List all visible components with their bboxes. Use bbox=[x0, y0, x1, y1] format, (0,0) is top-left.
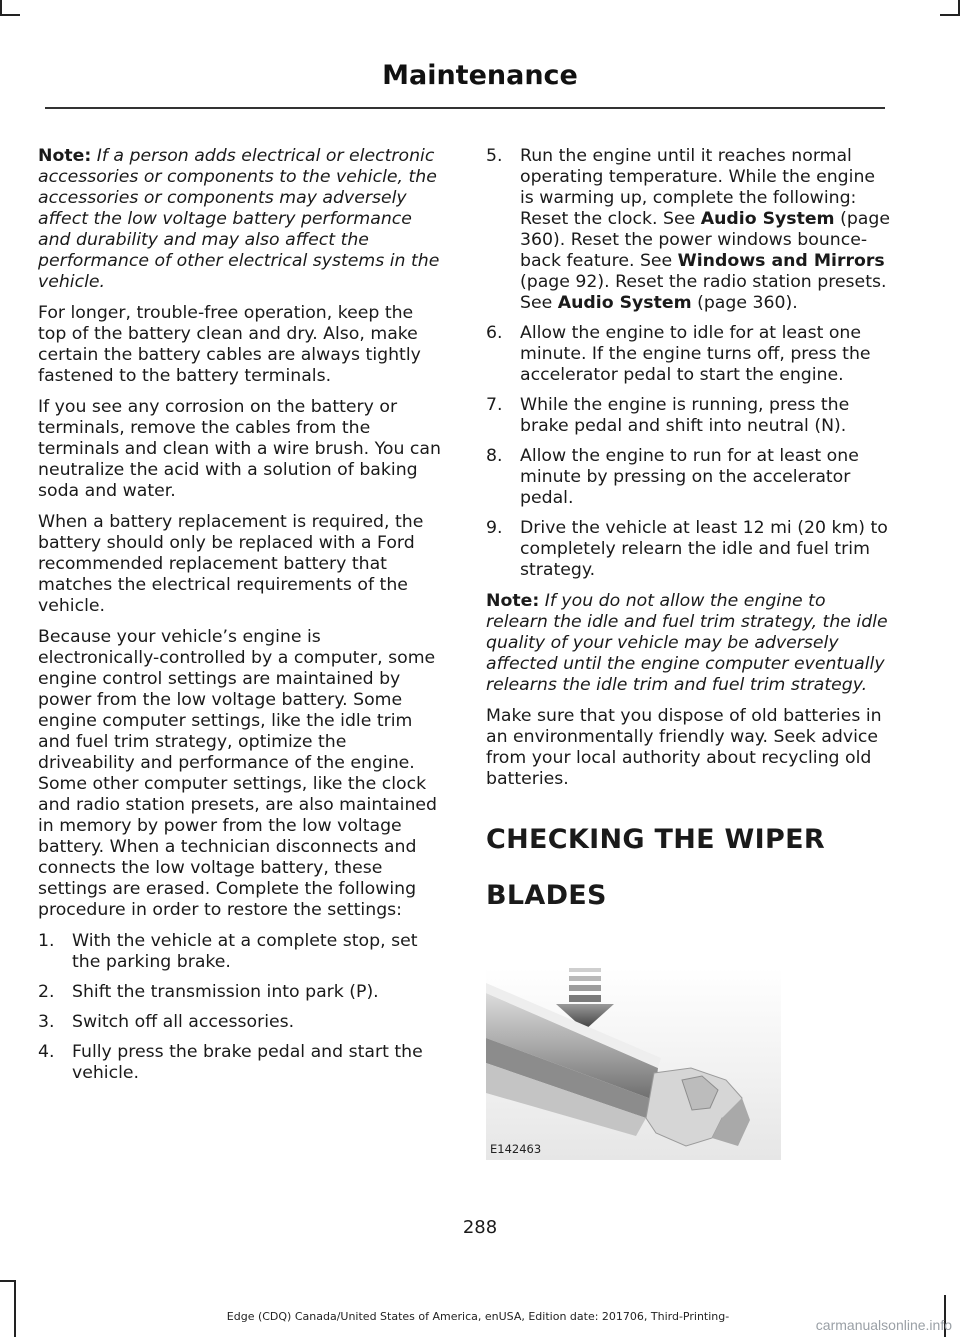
crop-mark bbox=[0, 1280, 14, 1282]
step-number: 5. bbox=[486, 146, 503, 166]
step-number: 9. bbox=[486, 518, 503, 538]
page-number: 288 bbox=[462, 1217, 498, 1238]
note-paragraph bbox=[486, 591, 890, 696]
procedure-list bbox=[38, 931, 442, 1084]
body-paragraph: Make sure that you dispose of old batteries in an environmentally friendly way. Seek advice from your local authority about recycling old batteries. bbox=[486, 706, 882, 789]
list-item bbox=[486, 395, 890, 437]
step-text: With the vehicle at a complete stop, set the parking brake. bbox=[72, 931, 418, 972]
list-item bbox=[38, 1012, 442, 1033]
page-title: Maintenance bbox=[382, 60, 578, 91]
wiper-blade-icon bbox=[486, 968, 781, 1160]
header-rule bbox=[45, 107, 885, 109]
crop-mark bbox=[0, 0, 2, 14]
note-label: Note: bbox=[38, 146, 92, 166]
list-item bbox=[486, 146, 890, 314]
list-item bbox=[38, 982, 442, 1003]
step-text: While the engine is running, press the brake pedal and shift into neutral (N). bbox=[520, 395, 850, 436]
note-label: Note: bbox=[486, 591, 540, 611]
left-column bbox=[38, 146, 442, 1094]
step-text-part: Run the engine until it reaches normal operating temperature. While the engine is warming up, complete the following: Reset the clock. See bbox=[520, 146, 876, 229]
body-paragraph: When a battery replacement is required, the battery should only be replaced with a Ford recommended replacement battery that matches the electrical requirements of the vehicle. bbox=[38, 512, 424, 616]
body-paragraph: Because your vehicle’s engine is electronically-controlled by a computer, some engine control settings are maintained by power from the low voltage battery. Some engine computer settings, like the idle trim and fuel trim strategy, optimize the driveability and performance of the engine. Some other computer settings, like the clock and radio station presets, are also maintained in memory by power from the low voltage battery. When a technician disconnects and connects the low voltage battery, these settings are erased. Complete the following procedure in order to restore the settings: bbox=[38, 627, 438, 920]
crop-mark bbox=[940, 14, 960, 16]
step-number: 4. bbox=[38, 1042, 55, 1062]
list-item bbox=[486, 323, 890, 386]
list-item bbox=[486, 446, 890, 509]
step-text-part: (page 360). bbox=[691, 293, 798, 313]
watermark: carmanualsonline.info bbox=[815, 1317, 952, 1333]
section-heading: CHECKING THE WIPER BLADES bbox=[486, 824, 825, 911]
crop-mark bbox=[0, 14, 20, 16]
step-text bbox=[520, 146, 890, 314]
right-column bbox=[486, 146, 890, 938]
body-paragraph: If you see any corrosion on the battery or terminals, remove the cables from the terminals and clean with a wire brush. You can neutralize the acid with a solution of baking soda and water. bbox=[38, 397, 441, 501]
step-text: Allow the engine to idle for at least one minute. If the engine turns off, press the accelerator pedal to start the engine. bbox=[520, 323, 871, 385]
step-text: Allow the engine to run for at least one minute by pressing on the accelerator pedal. bbox=[520, 446, 859, 508]
list-item bbox=[38, 1042, 442, 1084]
wiper-blade-illustration bbox=[486, 968, 781, 1160]
cross-reference-link[interactable]: Audio System bbox=[700, 209, 835, 229]
procedure-list bbox=[486, 146, 890, 581]
note-text: If you do not allow the engine to relearn the idle and fuel trim strategy, the idle quality of your vehicle may be adversely affected until the engine computer eventually relearns the idle trim and fuel trim strategy. bbox=[486, 591, 888, 695]
step-text-part: (page 360). Reset the power windows bounce-back feature. See bbox=[520, 209, 890, 271]
step-number: 7. bbox=[486, 395, 503, 415]
step-text: Drive the vehicle at least 12 mi (20 km) to completely relearn the idle and fuel trim strategy. bbox=[520, 518, 888, 580]
cross-reference-link[interactable]: Windows and Mirrors bbox=[677, 251, 885, 271]
body-paragraph: For longer, trouble-free operation, keep the top of the battery clean and dry. Also, make certain the battery cables are always tightly fastened to the battery terminals. bbox=[38, 303, 421, 386]
list-item bbox=[486, 518, 890, 581]
note-text: If a person adds electrical or electronic accessories or components to the vehicle, the accessories or components may adversely affect the low voltage battery performance and durability and may also affect the performance of other electrical systems in the vehicle. bbox=[38, 146, 440, 292]
figure-id: E142463 bbox=[490, 1142, 542, 1156]
list-item bbox=[38, 931, 442, 973]
footer-text: Edge (CDQ) Canada/United States of America, enUSA, Edition date: 201706, Third-Printing- bbox=[226, 1310, 730, 1323]
step-number: 2. bbox=[38, 982, 55, 1002]
step-number: 1. bbox=[38, 931, 55, 951]
step-number: 3. bbox=[38, 1012, 55, 1032]
step-text: Shift the transmission into park (P). bbox=[72, 982, 379, 1002]
note-paragraph bbox=[38, 146, 442, 293]
crop-mark bbox=[14, 1280, 16, 1337]
step-text: Switch off all accessories. bbox=[72, 1012, 295, 1032]
step-text: Fully press the brake pedal and start the vehicle. bbox=[72, 1042, 423, 1083]
step-number: 6. bbox=[486, 323, 503, 343]
cross-reference-link[interactable]: Audio System bbox=[557, 293, 692, 313]
step-number: 8. bbox=[486, 446, 503, 466]
step-text-part: (page 92). Reset the radio station presets. See bbox=[520, 272, 887, 313]
